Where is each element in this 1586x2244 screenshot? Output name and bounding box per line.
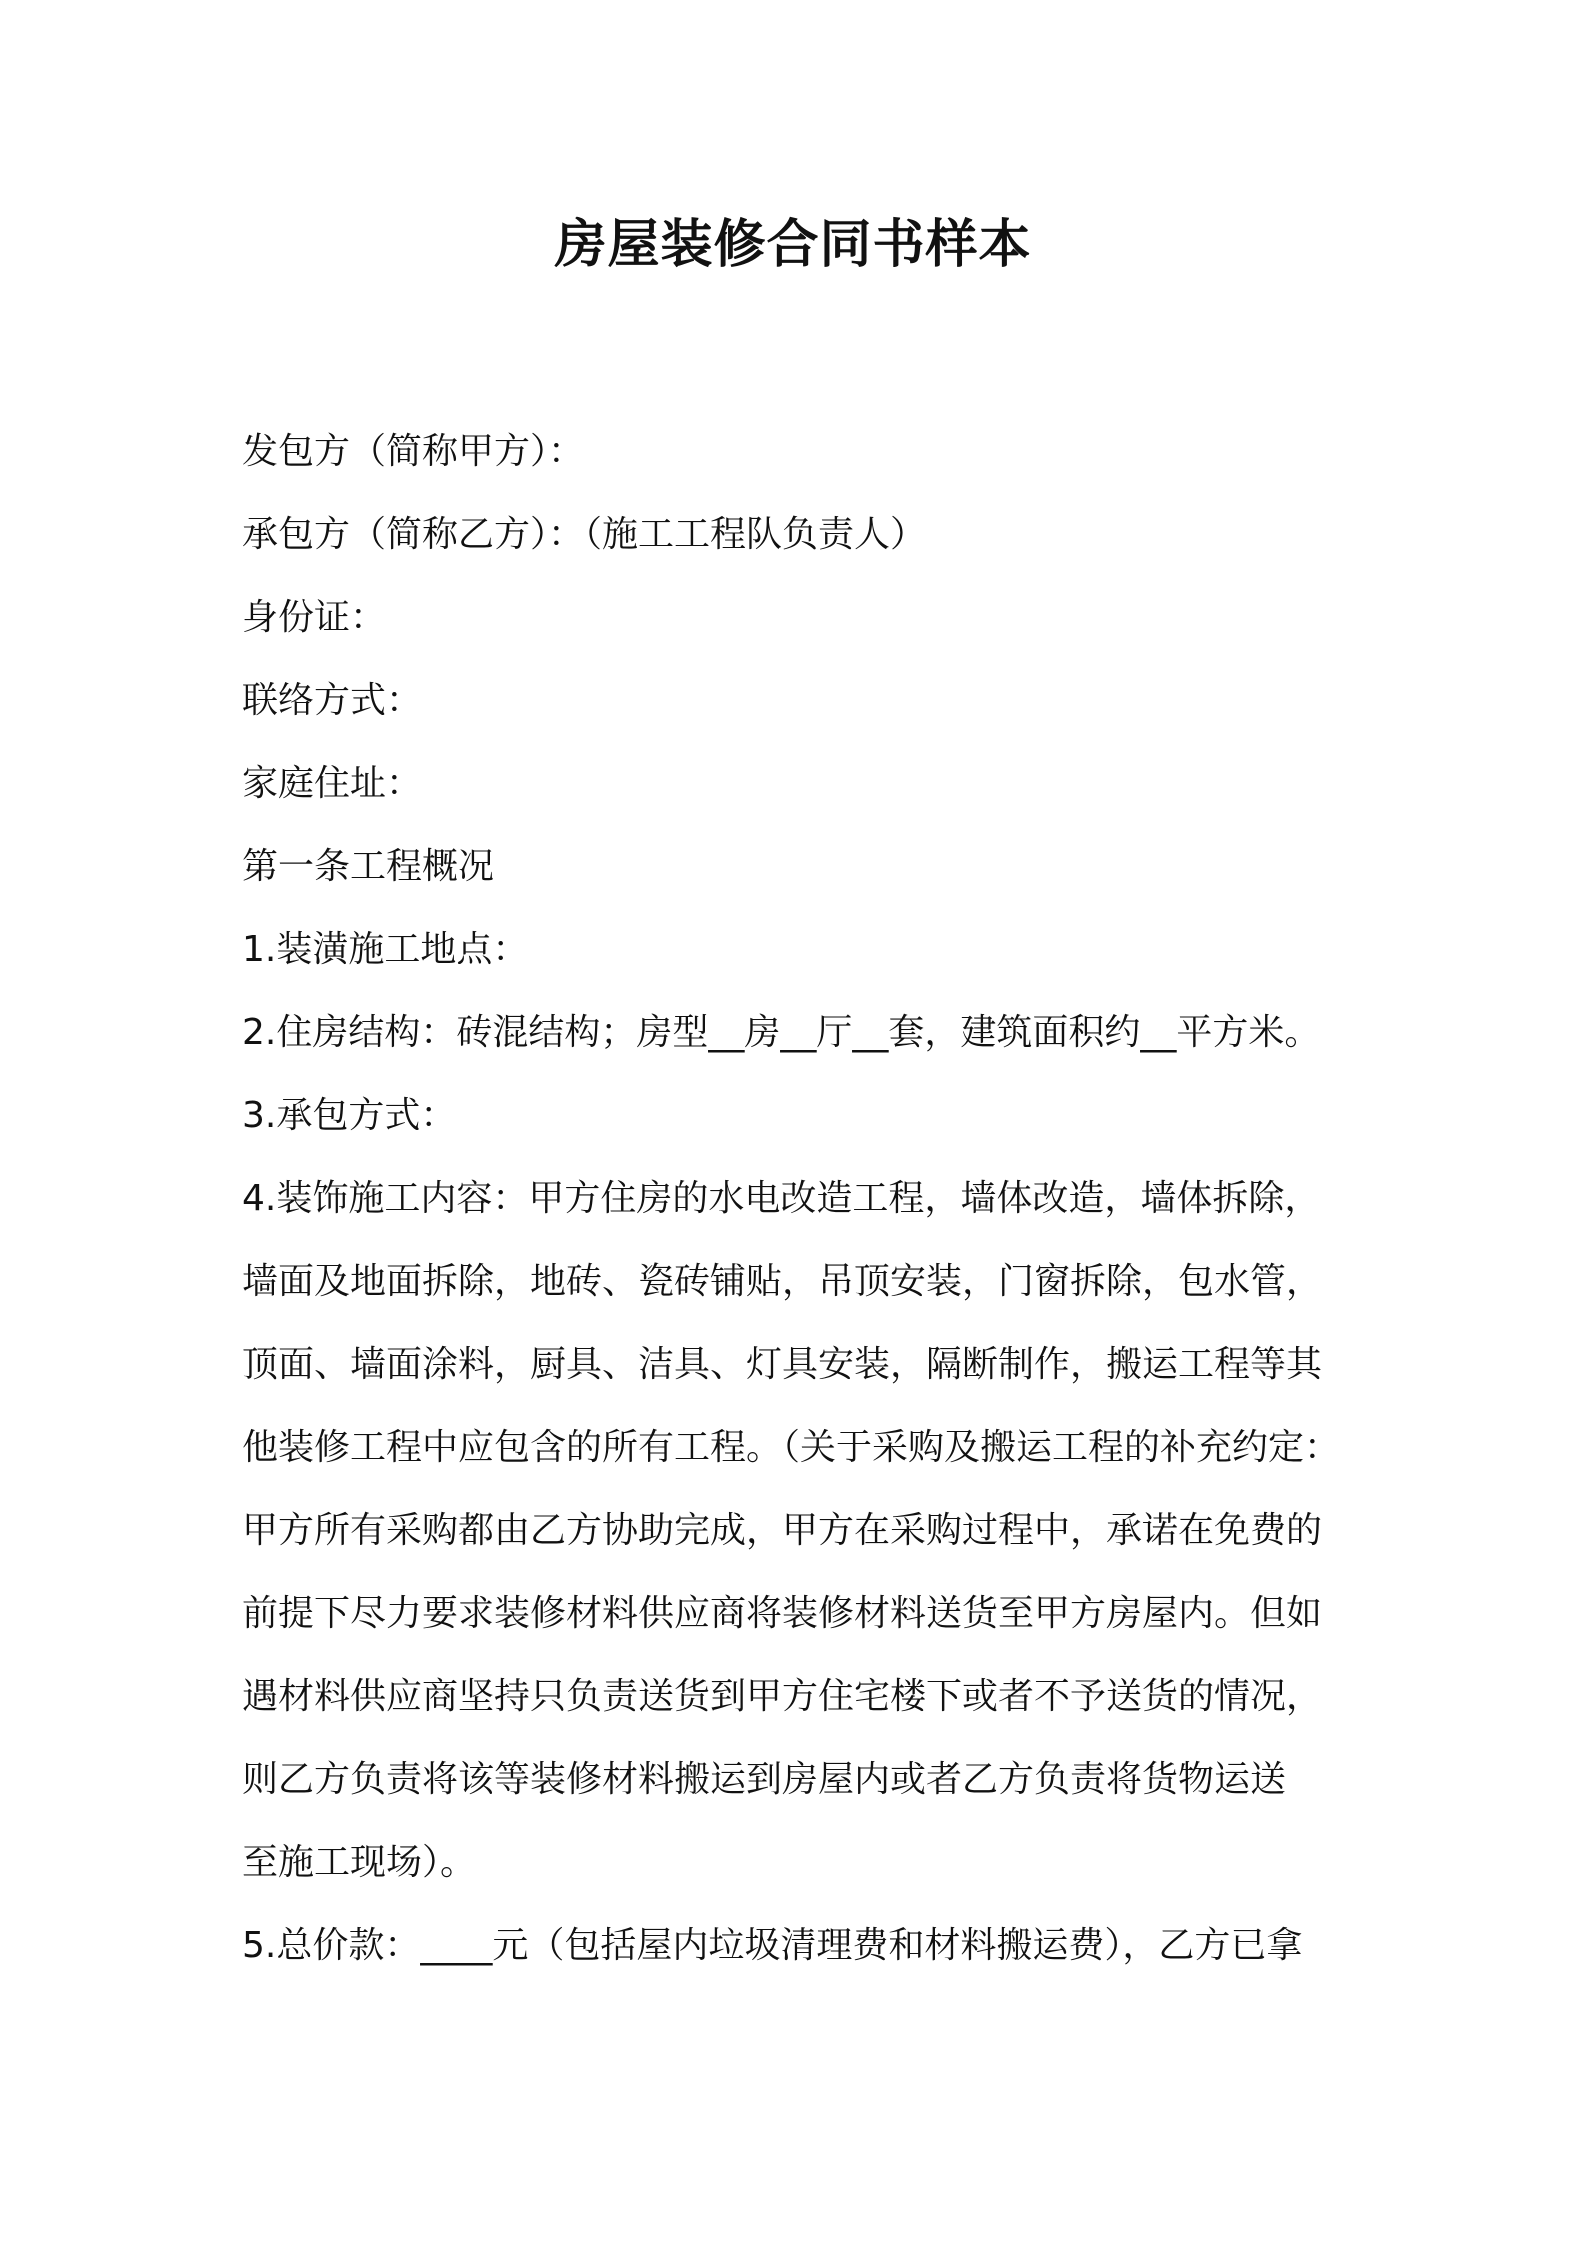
clause-4-content: 则乙方负责将该等装修材料搬运到房屋内或者乙方负责将货物运送 — [242, 1759, 1287, 1800]
document-body — [242, 410, 1362, 1987]
id-card-line: 身份证： — [242, 597, 387, 638]
clause-4-content: 至施工现场）。 — [242, 1842, 477, 1883]
party-b-line: 承包方（简称乙方）：（施工工程队负责人） — [242, 514, 927, 555]
clause-4-content: 甲方所有采购都由乙方协助完成，甲方在采购过程中，承诺在免费的 — [242, 1510, 1323, 1551]
address-line: 家庭住址： — [242, 763, 423, 804]
clause-4-content: 顶面、墙面涂料，厨具、洁具、灯具安装，隔断制作，搬运工程等其 — [242, 1344, 1323, 1385]
contact-line: 联络方式： — [242, 680, 423, 721]
article-1-heading: 第一条工程概况 — [242, 846, 495, 887]
clause-5-price: 5.总价款：____元（包括屋内垃圾清理费和材料搬运费），乙方已拿 — [242, 1925, 1303, 1966]
clause-4-content: 4.装饰施工内容：甲方住房的水电改造工程，墙体改造，墙体拆除， — [242, 1178, 1321, 1219]
party-a-line: 发包方（简称甲方）： — [242, 431, 585, 472]
clause-4-content: 前提下尽力要求装修材料供应商将装修材料送货至甲方房屋内。但如 — [242, 1593, 1323, 1634]
document-title: 房屋装修合同书样本 — [554, 215, 1032, 275]
clause-2-structure: 2.住房结构：砖混结构；房型__房__厅__套，建筑面积约__平方米。 — [242, 1012, 1321, 1053]
clause-1-location: 1.装潢施工地点： — [242, 929, 529, 970]
clause-4-content: 墙面及地面拆除，地砖、瓷砖铺贴，吊顶安装，门窗拆除，包水管， — [242, 1261, 1323, 1302]
clause-4-content: 遇材料供应商坚持只负责送货到甲方住宅楼下或者不予送货的情况， — [242, 1676, 1323, 1717]
clause-3-method: 3.承包方式： — [242, 1095, 457, 1136]
clause-4-content: 他装修工程中应包含的所有工程。（关于采购及搬运工程的补充约定： — [242, 1427, 1341, 1468]
